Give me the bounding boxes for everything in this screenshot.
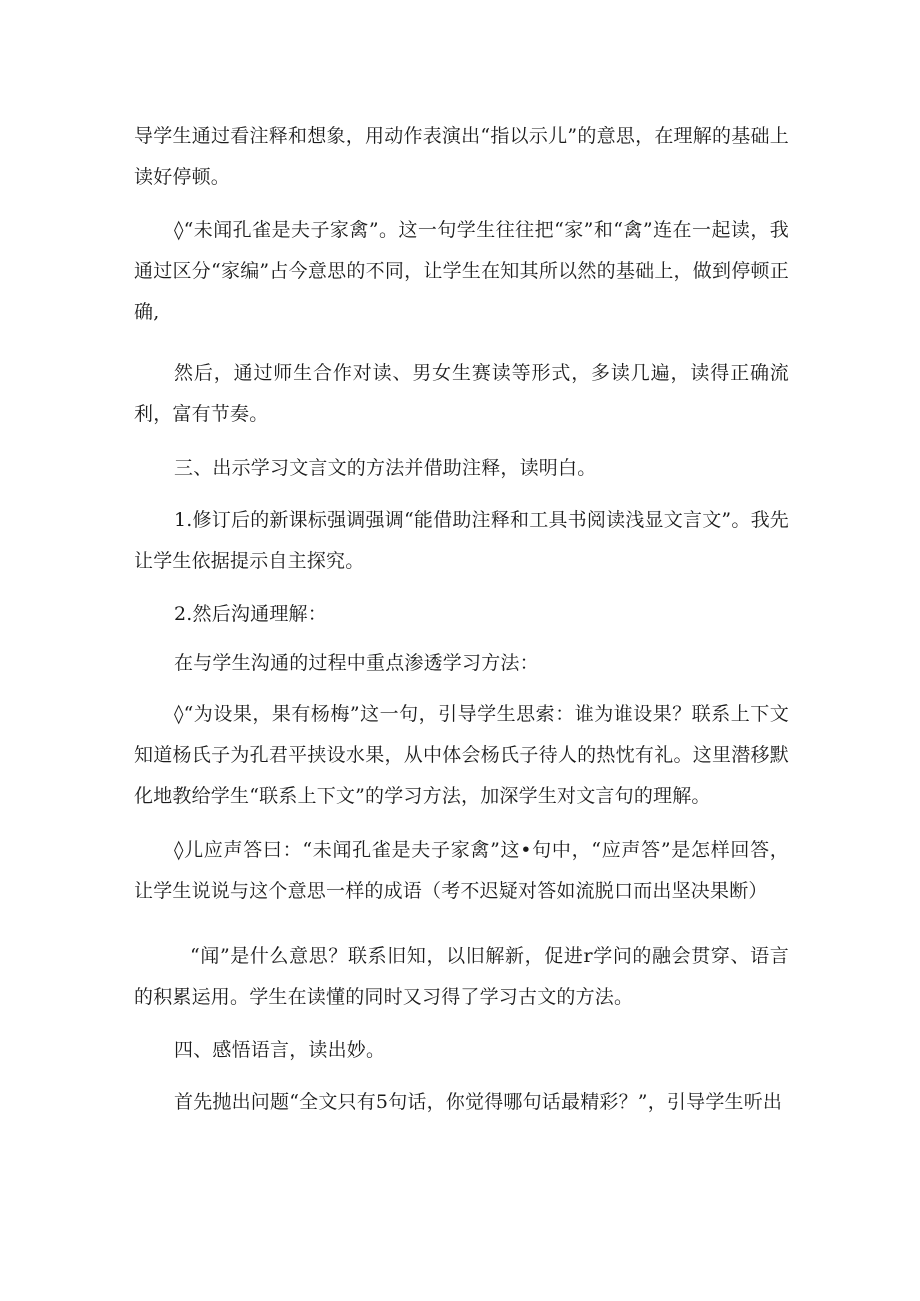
paragraph-2: ◊“未闻孔雀是夫子家禽”。这一句学生往往把“家”和“禽”连在一起读，我通过区分“家编”占今意思的不同，让学生在知其所以然的基础上，做到停顿正确, xyxy=(134,219,789,323)
section-heading-4: 四、感悟语言，读出妙。 xyxy=(174,1039,386,1061)
section-heading-3: 三、出示学习文言文的方法并借助注释，读明白。 xyxy=(174,457,597,479)
paragraph-communication: 在与学生沟通的过程中重点渗透学习方法： xyxy=(174,652,539,674)
paragraph-1: 导学生通过看注释和想象，用动作表演出“指以示儿”的意思，在理解的基础上读好停顿。 xyxy=(134,125,789,188)
paragraph-example-2: ◊儿应声答曰：“未闻孔雀是夫子家禽”这•句中，“应声答”是怎样回答，让学生说说与这个意思一样的成语（考不迟疑对答如流脱口而出坚决果断） xyxy=(134,839,789,902)
paragraph-example-1: ◊“为设果，果有杨梅”这一句，引导学生思索：谁为谁设果？联系上下文知道杨氏子为孔君平挟设水果，从中体会杨氏子待人的热忱有礼。这里潜移默化地教给学生“联系上下文”的学习方法，加深学生对文言句的理解。 xyxy=(134,703,789,807)
paragraph-wen: “闻”是什么意思？联系旧知，以旧解新，促进r学问的融会贯穿、语言的积累运用。学生在读懂的同时又习得了学习古文的方法。 xyxy=(134,945,789,1008)
paragraph-step-2: 2.然后沟通理解： xyxy=(174,603,327,625)
paragraph-3: 然后，通过师生合作对读、男女生赛读等形式，多读几遍，读得正确流利，富有节奏。 xyxy=(134,362,789,425)
paragraph-question: 首先抛出问题“全文只有5句话，你觉得哪句话最精彩？”，引导学生听出 xyxy=(174,1091,783,1113)
paragraph-step-1: 1.修订后的新课标强调强调“能借助注释和工具书阅读浅显文言文”。我先让学生依据提示自主探究。 xyxy=(134,509,789,572)
